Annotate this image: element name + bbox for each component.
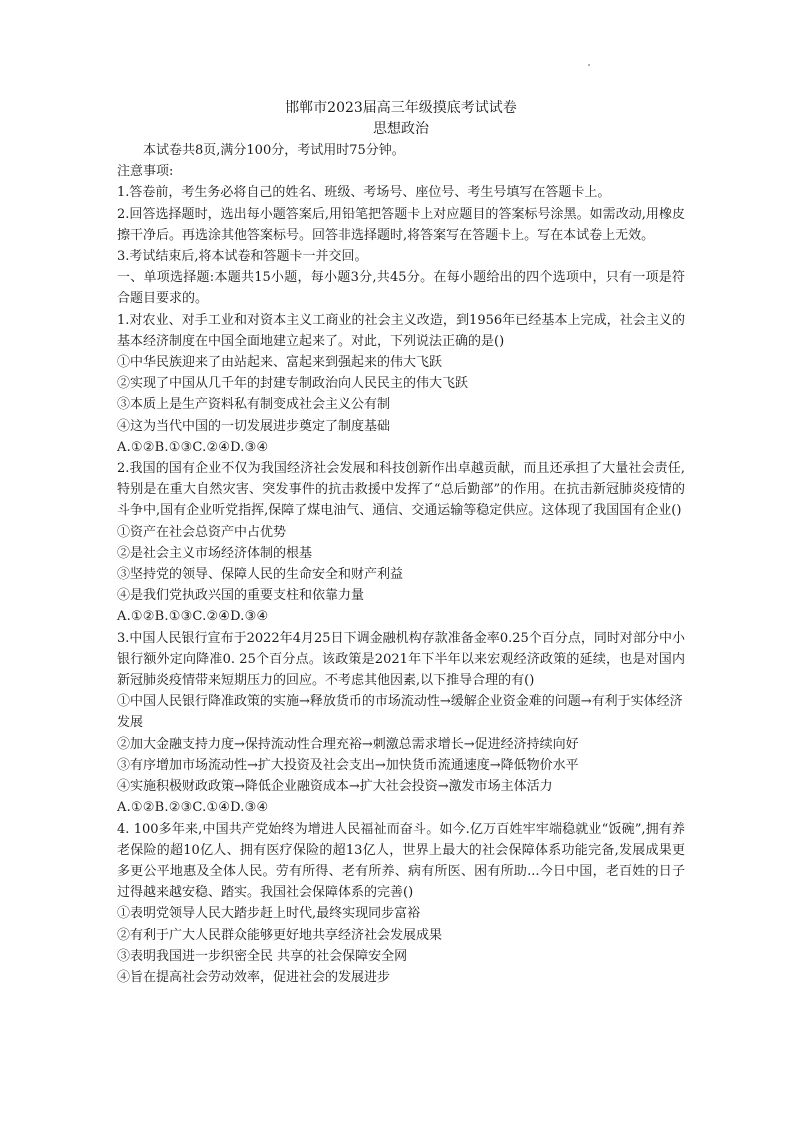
- question-option: ④是我们党执政兴国的重要支柱和依靠力量: [117, 588, 365, 604]
- question-option: ④这为当代中国的一切发展进步奠定了制度基础: [117, 418, 391, 434]
- question-option: ③有序增加市场流动性→扩大投资及社会支出→加快货币流通速度→降低物价水平: [117, 757, 579, 773]
- question-option: ④旨在提高社会劳动效率，促进社会的发展进步: [117, 969, 391, 985]
- question-stem: 4. 100多年来,中国共产党始终为增进人民福祉而奋斗。如今.亿万百姓牢牢端稳就业“饭碗”,拥有养老保险的超10亿人、拥有医疗保险的超13亿人，世界上最大的社会保障体系功能完备,发展成果更多更公平地惠及全体人民。劳有所得、老有所养、病有所医、困有所助...今日中国，老百姓的日子过得越来越安稳、踏实。我国社会保障体系的完善(): [117, 821, 685, 901]
- question-option: ①资产在社会总资产中占优势: [117, 524, 287, 540]
- question-option: ①中国人民银行降准政策的实施→释放货币的市场流动性→缓解企业资金难的问题→有利于实体经济发展: [117, 694, 683, 731]
- answer-choices: A.①②B.①③C.②④D.③④: [117, 439, 269, 455]
- notes-heading: 注意事项:: [117, 164, 174, 180]
- question-option: ②加大金融支持力度→保持流动性合理充裕→刺激总需求增长→促进经济持续向好: [117, 736, 579, 752]
- note-item: 1.答卷前，考生务必将自己的姓名、班级、考场号、座位号、考生号填写在答题卡上。: [117, 185, 611, 201]
- question-option: ①表明党领导人民大踏步赶上时代,最终实现同步富裕: [117, 906, 421, 922]
- answer-choices: A.①②B.②③C.①④D.③④: [117, 800, 269, 816]
- question-option: ①中华民族迎来了由站起来、富起来到强起来的伟大飞跃: [117, 355, 443, 371]
- question-option: ③坚持党的领导、保障人民的生命安全和财产利益: [117, 567, 404, 583]
- question-option: ②是社会主义市场经济体制的根基: [117, 545, 313, 561]
- note-item: 2.回答选择题时，选出每小题答案后,用铅笔把答题卡上对应题目的答案标号涂黑。如需改动,用橡皮擦干净后。再选涂其他答案标号。回答非选择题时,将答案写在答题卡上。写在本试卷上无效。: [117, 206, 685, 243]
- question-option: ③本质上是生产资料私有制变成社会主义公有制: [117, 397, 391, 413]
- question-option: ②有利于广大人民群众能够更好地共享经济社会发展成果: [117, 927, 443, 943]
- question-option: ②实现了中国从几千年的封建专制政治向人民民主的伟大飞跃: [117, 376, 469, 392]
- question-option: ③表明我国进一步织密全民 共享的社会保障安全网: [117, 948, 408, 964]
- page-content: [117, 98, 685, 988]
- answer-choices: A.①②B.①③C.②④D.③④: [117, 609, 269, 625]
- question-stem: 3.中国人民银行宣布于2022年4月25日下调金融机构存款准备金率0.25个百分点，同时对部分中小银行额外定向降准0. 25个百分点。该政策是2021年下半年以来宏观经济政策的延续，也是对国内新冠肺炎疫情带来短期压力的回应。不考虑其他因素,以下推导合理的有(): [117, 630, 685, 689]
- question-stem: 1.对农业、对手工业和对资本主义工商业的社会主义改造，到1956年已经基本上完成，社会主义的基本经济制度在中国全面地建立起来了。对此，下列说法正确的是(): [117, 312, 685, 349]
- question-stem: 2.我国的国有企业不仅为我国经济社会发展和科技创新作出卓越贡献，而且还承担了大量社会责任,特别是在重大自然灾害、突发事件的抗击救援中发挥了“总后勤部”的作用。在抗击新冠肺炎疫情的斗争中,国有企业听党指挥,保障了煤电油气、通信、交通运输等稳定供应。这体现了我国国有企业(): [117, 461, 685, 519]
- section-heading: 一、单项选择题:本题共15小题，每小题3分,共45分。在每小题给出的四个选项中，只有一项是符合题目要求的。: [117, 270, 685, 307]
- note-item: 3.考试结束后,将本试卷和答题卡一并交回。: [117, 249, 368, 265]
- question-option: ④实施积极财政政策→降低企业融资成本→扩大社会投资→激发市场主体活力: [117, 779, 553, 795]
- exam-intro: 本试卷共8页,满分100分，考试用时75分钟。: [143, 143, 405, 158]
- scan-dot: [588, 64, 590, 66]
- exam-subject: 思想政治: [373, 121, 429, 137]
- exam-title: 邯郸市2023届高三年级摸底考试试卷: [285, 100, 517, 116]
